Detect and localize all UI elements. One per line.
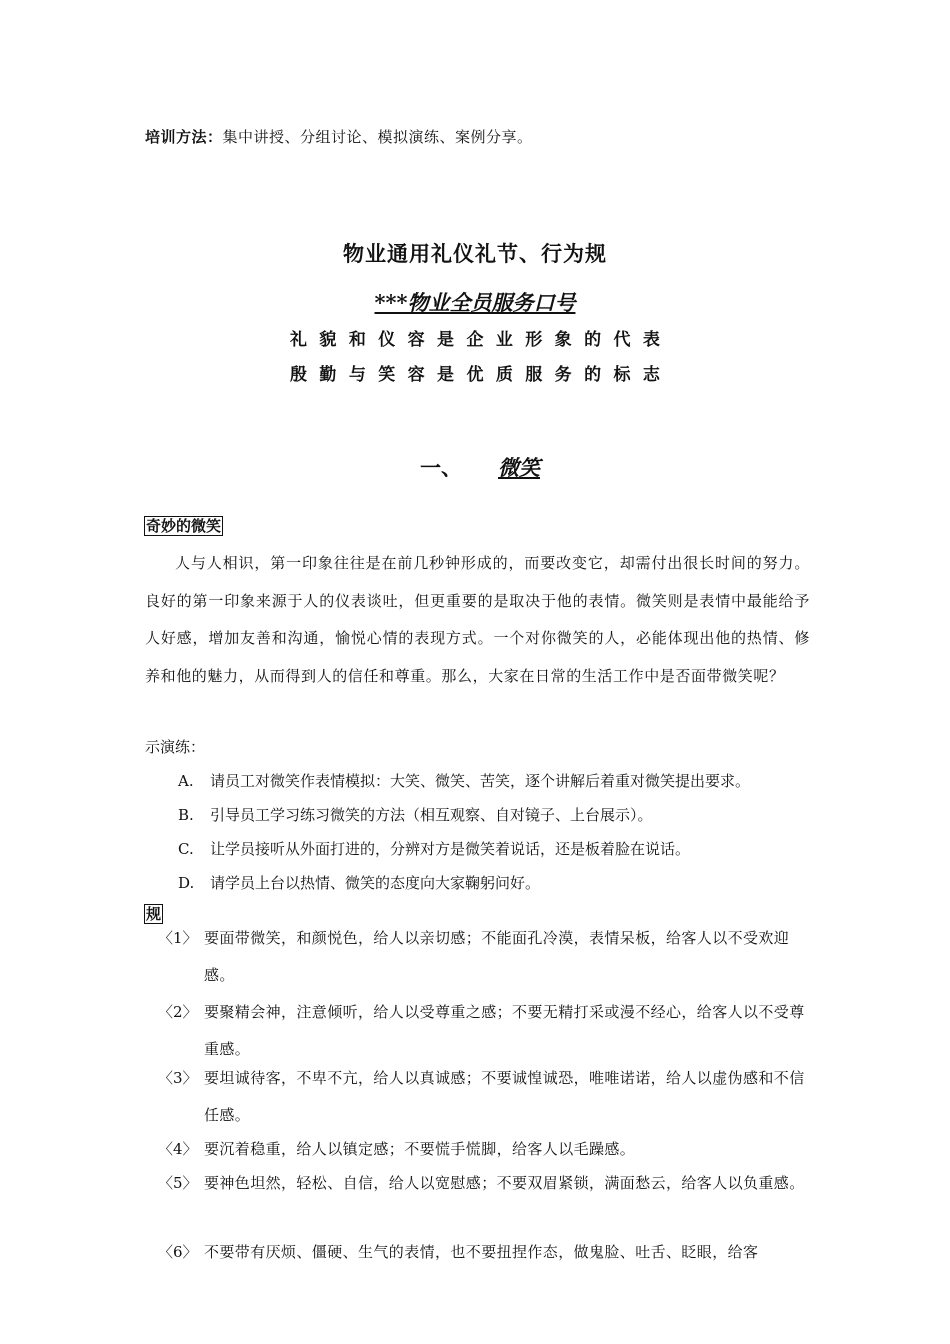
slogan-char: 和 [348,330,366,350]
demo-item [178,838,690,859]
slogan-char: 象 [554,330,572,350]
rule-text: 要面带微笑，和颜悦色，给人以亲切感；不能面孔冷漠，表情呆板，给客人以不受欢迎感。 [204,929,790,984]
demo-item-key: D. [178,874,195,892]
subsection-label: 奇妙的微笑 [146,517,222,535]
section-name: 微笑 [498,455,540,480]
slogan-char: 的 [584,365,602,385]
rule-text: 不要带有厌烦、僵硬、生气的表情，也不要扭捏作态，做鬼脸、吐舌、眨眼，给客 [204,1243,759,1261]
rule-text: 要沉着稳重，给人以镇定感；不要慌手慌脚，给客人以毛躁感。 [204,1140,636,1158]
demo-item-text: 请员工对微笑作表情模拟：大笑、微笑、苦笑，逐个讲解后着重对微笑提出要求。 [210,772,751,790]
section-number: 一、 [420,455,462,480]
training-method-label: 培训方法： [145,128,223,146]
slogan-heading: ***物业全员服务口号 [374,290,576,315]
rule-key: 〈1〉 [158,929,198,947]
rule-item [158,1060,810,1134]
slogan-char: 质 [495,365,513,385]
slogan-char: 是 [437,365,455,385]
rule-text: 要坦诚待客，不卑不亢，给人以真诚感；不要诚惶诚恐，唯唯诺诺，给人以虚伪感和不信任感。 [204,1069,805,1124]
rule-item [158,1165,810,1202]
slogan-char: 的 [584,330,602,350]
slogan-char: 笑 [378,365,396,385]
slogan-char: 务 [554,365,572,385]
slogan-line-1 [290,325,660,350]
training-method-line [145,126,533,147]
rule-key: 〈2〉 [158,1003,198,1021]
rule-item [158,920,810,994]
rule-item [158,1234,810,1271]
rule-item [158,1131,810,1168]
rule-key: 〈6〉 [158,1243,198,1261]
slogan-char: 志 [642,365,660,385]
slogan-char: 业 [495,330,513,350]
slogan-char: 貌 [319,330,337,350]
demo-item [178,804,653,825]
demo-item-key: B. [178,806,194,824]
demo-item [178,770,750,791]
slogan-char: 容 [407,330,425,350]
rule-key: 〈5〉 [158,1174,198,1192]
slogan-char: 形 [525,330,543,350]
slogan-char: 礼 [290,330,307,350]
slogan-char: 优 [466,365,484,385]
slogan-char: 表 [642,330,660,350]
slogan-char: 是 [437,330,455,350]
intro-paragraph: 人与人相识，第一印象往往是在前几秒钟形成的，而要改变它，却需付出很长时间的努力。良好的第一印象来源于人的仪表谈吐，但更重要的是取决于他的表情。微笑则是表情中最能给予人好感，增加友善和沟通，愉悦心情的表现方式。一个对你微笑的人，必能体现出他的热情、修养和他的魅力，从而得到人的信任和尊重。那么，大家在日常的生活工作中是否面带微笑呢？ [145,554,810,685]
rule-text: 要神色坦然，轻松、自信，给人以宽慰感；不要双眉紧锁，满面愁云，给客人以负重感。 [204,1174,805,1192]
slogan-char: 容 [407,365,425,385]
document-title: 物业通用礼仪礼节、行为规 [343,241,607,266]
demo-label: 示演练： [145,738,206,756]
subsection-heading-wonderful-smile [144,516,223,535]
rule-key: 〈3〉 [158,1069,198,1087]
slogan-char: 企 [466,330,484,350]
slogan-char: 代 [613,330,631,350]
slogan-char: 仪 [378,330,396,350]
slogan-char: 殷 [290,365,307,385]
rule-item [158,994,810,1068]
slogan-char: 服 [525,365,543,385]
rule-text: 要聚精会神，注意倾听，给人以受尊重之感；不要无精打采或漫不经心，给客人以不受尊重感。 [204,1003,805,1058]
training-method-text: 集中讲授、分组讨论、模拟演练、案例分享。 [222,128,533,146]
demo-item [178,872,540,893]
demo-item-text: 引导员工学习练习微笑的方法（相互观察、自对镜子、上台展示）。 [210,806,653,824]
subsection-label: 规 [146,905,162,923]
demo-item-text: 请学员上台以热情、微笑的态度向大家鞠躬问好。 [210,874,541,892]
demo-item-text: 让学员接听从外面打进的，分辨对方是微笑着说话，还是板着脸在说话。 [210,840,691,858]
demo-item-key: A. [178,772,194,790]
slogan-char: 与 [348,365,366,385]
demo-item-key: C. [178,840,194,858]
slogan-char: 勤 [319,365,337,385]
rule-key: 〈4〉 [158,1140,198,1158]
section-heading [420,452,540,482]
slogan-line-2 [290,360,660,385]
slogan-char: 标 [613,365,631,385]
